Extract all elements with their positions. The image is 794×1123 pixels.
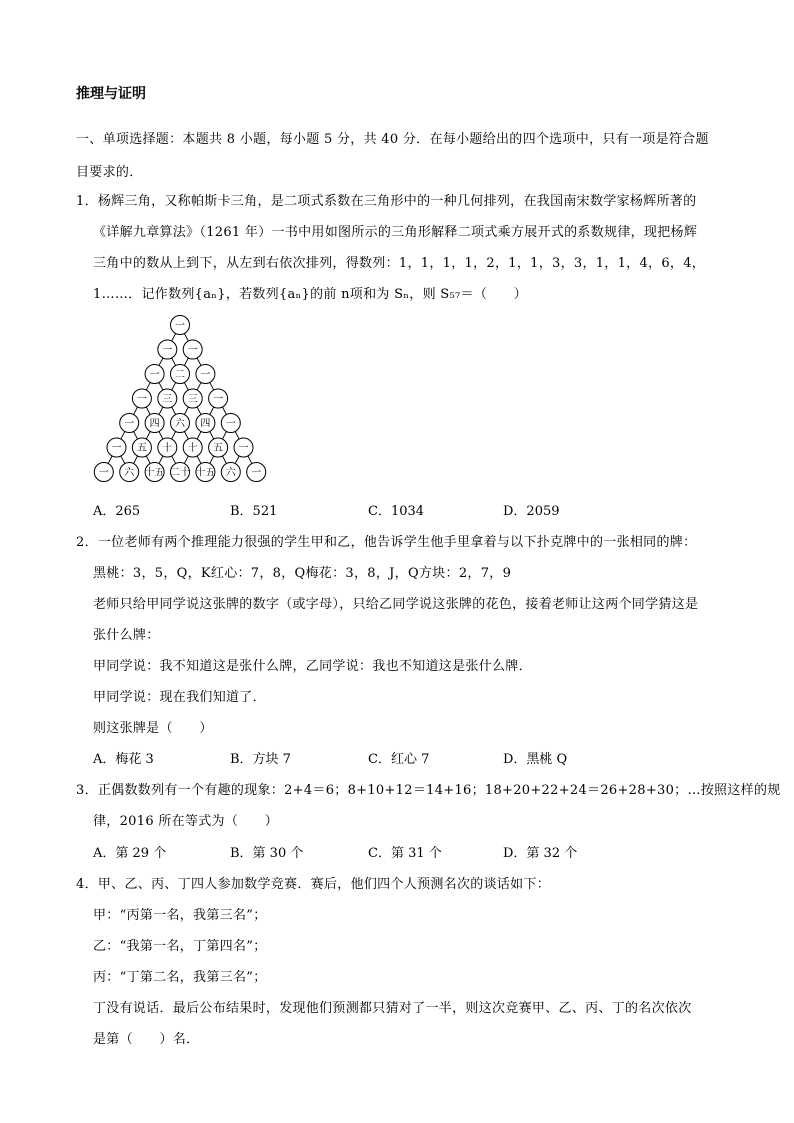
triangle-node-label: 一 [238,443,249,454]
q3-line2: 律，2016 所在等式为（ ） [93,814,279,829]
triangle-node-label: 十 [162,443,173,454]
triangle-node-label: 一 [162,345,173,356]
q4-line3: 乙：“我第一名，丁第四名”； [93,939,267,954]
q1-option-b: B．521 [230,504,278,519]
q4-line2: 甲：“丙第一名，我第三名”； [93,908,267,923]
q3-option-a: A．第 29 个 [93,846,167,861]
triangle-node [145,365,164,384]
triangle-node [171,316,190,335]
q2-line3: 老师只给甲同学说这张牌的数字（或字母），只给乙同学说这张牌的花色，接着老师让这两个同学猜这是 [93,597,699,612]
triangle-node [196,414,215,433]
q2-line1: 2．一位老师有两个推理能力很强的学生甲和乙，他告诉学生他手里拿着与以下扑克牌中的一张相同的牌： [76,535,697,550]
q1-option-c: C．1034 [368,504,425,519]
triangle-node [183,389,202,408]
triangle-node-label: 十五 [144,467,165,479]
triangle-node-label: 一 [149,369,160,381]
triangle-node-label: 二 [175,369,185,381]
triangle-node [158,340,177,359]
q2-option-a: A．梅花 3 [93,752,154,767]
triangle-node-label: 五 [136,443,147,454]
triangle-node [234,438,253,457]
triangle-node-label: 十 [187,443,198,454]
q2-option-d: D．黑桃 Q [503,752,568,767]
triangle-node [120,414,139,433]
q1-line3: 三角中的数从上到下，从左到右依次排列，得数列：1，1，1，1，2，1，1，3，3，1，1，4，6，4， [93,256,706,271]
triangle-node [145,463,165,482]
q4-line6: 是第（ ）名． [93,1032,200,1047]
q4-line4: 丙：“丁第二名，我第三名”； [93,970,267,985]
triangle-node [247,463,266,482]
triangle-node-label: 一 [111,443,122,454]
triangle-node-label: 六 [225,467,236,479]
triangle-node [171,414,190,433]
triangle-node-label: 一 [98,467,109,479]
q2-option-b: B．方块 7 [230,752,291,767]
section-instructions-line1: 一、单项选择题：本题共 8 小题，每小题 5 分，共 40 分．在每小题给出的四个选项中，只有一项是符合题 [76,132,709,147]
triangle-node [221,414,240,433]
triangle-node-label: 四 [200,418,211,430]
section-instructions-line2: 目要求的． [76,165,143,180]
triangle-node [183,438,202,457]
triangle-node-label: 十五 [195,467,216,479]
q3-option-b: B．第 30 个 [230,846,304,861]
triangle-node [158,438,177,457]
triangle-node [145,414,164,433]
triangle-node-label: 一 [225,418,236,430]
page-title: 推理与证明 [76,86,146,102]
triangle-node-label: 一 [136,394,147,405]
triangle-node-label: 一 [200,369,211,381]
triangle-node [158,389,177,408]
triangle-node-label: 五 [213,443,224,454]
triangle-node-label: 一 [251,467,262,479]
triangle-node [209,389,228,408]
triangle-node [195,463,215,482]
q1-option-d: D．2059 [503,504,560,519]
triangle-node-label: 一 [175,320,185,332]
yang-hui-triangle-figure [92,312,277,484]
q4-line1: 4．甲、乙、丙、丁四人参加数学竞赛．赛后，他们四个人预测名次的谈话如下： [76,877,551,892]
q2-line7: 则这张牌是（ ） [93,721,213,736]
q2-line6: 甲同学说：现在我们知道了． [93,690,266,705]
triangle-node-label: 三 [187,394,198,405]
triangle-node [196,365,215,384]
q2-option-c: C．红心 7 [368,752,430,767]
triangle-node-label: 四 [149,418,160,430]
q3-option-d: D．第 32 个 [503,846,578,861]
triangle-node [171,365,190,384]
triangle-node [120,463,139,482]
q1-line1: 1．杨辉三角，又称帕斯卡三角，是二项式系数在三角形中的一种几何排列，在我国南宋数学家杨辉所著的 [76,194,697,209]
q2-line2: 黑桃：3，5，Q，K红心：7，8，Q梅花：3，8，J，Q方块：2，7，9 [93,566,512,581]
q4-line5: 丁没有说话．最后公布结果时，发现他们预测都只猜对了一半，则这次竞赛甲、乙、丙、丁的名次依次 [93,1001,692,1016]
q2-line5: 甲同学说：我不知道这是张什么牌，乙同学说：我也不知道这是张什么牌． [93,659,532,674]
triangle-node [221,463,240,482]
triangle-node [107,438,126,457]
triangle-node-label: 三 [162,394,173,405]
q2-line4: 张什么牌： [93,628,160,643]
triangle-node-label: 一 [187,345,198,356]
triangle-node-label: 一 [213,394,224,405]
q3-line1: 3．正偶数数列有一个有趣的现象：2+4＝6；8+10+12＝14+16；18+20+22+24＝26+28+30；…按照这样的规 [76,783,781,798]
q1-line4: 1……．记作数列{aₙ}，若数列{aₙ}的前 n项和为 Sₙ，则 S₅₇＝（ ） [93,287,528,302]
triangle-node [94,463,113,482]
triangle-node-label: 二十 [170,467,190,479]
triangle-node [170,463,190,482]
q1-option-a: A．265 [93,504,141,519]
triangle-node [132,389,151,408]
q1-line2: 《详解九章算法》（1261 年）一书中用如图所示的三角形解释二项式乘方展开式的系数规律，现把杨辉 [93,225,698,240]
triangle-node [183,340,202,359]
triangle-node-label: 六 [175,418,185,430]
q3-option-c: C．第 31 个 [368,846,442,861]
triangle-node [209,438,228,457]
triangle-node-label: 一 [124,418,135,430]
triangle-node-label: 六 [124,467,135,479]
triangle-node [132,438,151,457]
